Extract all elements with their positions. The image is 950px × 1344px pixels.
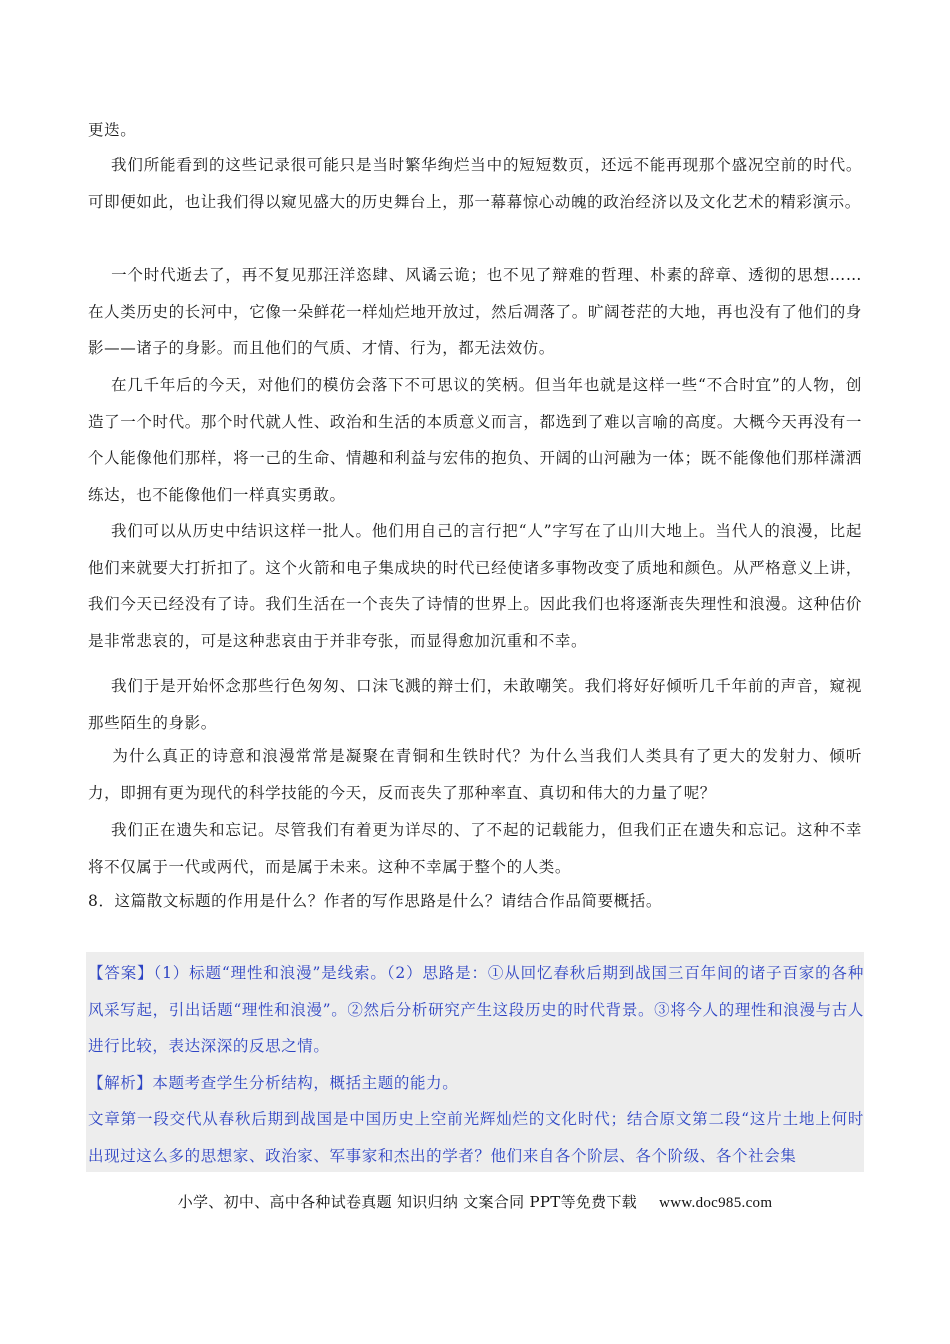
paragraph-4: 在几千年后的今天，对他们的模仿会落下不可思议的笑柄。但当年也就是这样一些“不合时宜”的人物，创造了一个时代。那个时代就人性、政治和生活的本质意义而言，都选到了难以言喻的高度。大概今天再没有一个人能像他们那样，将一己的生命、情趣和利益与宏伟的抱负、开阔的山河融为一体；既不能像他们那样潇洒练达，也不能像他们一样真实勇敢。 — [88, 376, 862, 504]
footer-site-link[interactable]: www.doc985.com — [659, 1195, 773, 1211]
page-footer — [0, 1191, 950, 1212]
footer-text: 小学、初中、高中各种试卷真题 知识归纳 文案合同 PPT等免费下载 — [177, 1193, 638, 1211]
paragraph-5: 我们可以从历史中结识这样一批人。他们用自己的言行把“人”字写在了山川大地上。当代人的浪漫，比起他们来就要大打折扣了。这个火箭和电子集成块的时代已经使诸多事物改变了质地和颜色。从严格意义上讲，我们今天已经没有了诗。我们生活在一个丧失了诗情的世界上。因此我们也将逐渐丧失理性和浪漫。这种估价是非常悲哀的，可是这种悲哀由于并非夸张，而显得愈加沉重和不幸。 — [88, 522, 862, 650]
analysis-detail: 文章第一段交代从春秋后期到战国是中国历史上空前光辉灿烂的文化时代；结合原文第二段“这片土地上何时出现过这么多的思想家、政治家、军事家和杰出的学者？他们来自各个阶层、各个阶级、各个社会集 — [88, 1110, 864, 1165]
answer-tag: 【答案】 — [88, 964, 154, 982]
paragraph-2: 我们所能看到的这些记录很可能只是当时繁华绚烂当中的短短数页，还远不能再现那个盛况空前的时代。可即便如此，也让我们得以窥见盛大的历史舞台上，那一幕幕惊心动魄的政治经济以及文化艺术的精彩演示。 — [88, 156, 862, 211]
analysis-tag: 【解析】 — [88, 1074, 153, 1092]
paragraph-1: 更迭。 — [88, 121, 137, 139]
analysis-block — [88, 1065, 864, 1102]
paragraph-3: 一个时代逝去了，再不复见那汪洋恣肆、风谲云诡；也不见了辩难的哲理、朴素的辞章、透彻的思想……在人类历史的长河中，它像一朵鲜花一样灿烂地开放过，然后凋落了。旷阔苍茫的大地，再也没有了他们的身影——诸子的身影。而且他们的气质、才情、行为，都无法效仿。 — [88, 266, 863, 357]
analysis-text: 本题考查学生分析结构，概括主题的能力。 — [152, 1074, 459, 1092]
paragraph-6: 我们于是开始怀念那些行色匆匆、口沫飞溅的辩士们，未敢嘲笑。我们将好好倾听几千年前的声音，窥视那些陌生的身影。 — [88, 677, 862, 732]
question-8: 8．这篇散文标题的作用是什么？作者的写作思路是什么？请结合作品简要概括。 — [88, 892, 662, 910]
answer-block — [88, 955, 864, 1065]
paragraph-7: 为什么真正的诗意和浪漫常常是凝聚在青铜和生铁时代？为什么当我们人类具有了更大的发射力、倾听力，即拥有更为现代的科学技能的今天，反而丧失了那种率直、真切和伟大的力量了呢？ — [88, 747, 862, 802]
answer-text: （1）标题“理性和浪漫”是线索。（2）思路是：①从回忆春秋后期到战国三百年间的诸子百家的各种风采写起，引出话题“理性和浪漫”。②然后分析研究产生这段历史的时代背景。③将今人的理性和浪漫与古人进行比较，表达深深的反思之情。 — [88, 964, 864, 1055]
paragraph-8: 我们正在遗失和忘记。尽管我们有着更为详尽的、了不起的记载能力，但我们正在遗失和忘记。这种不幸将不仅属于一代或两代，而是属于未来。这种不幸属于整个的人类。 — [88, 821, 862, 876]
